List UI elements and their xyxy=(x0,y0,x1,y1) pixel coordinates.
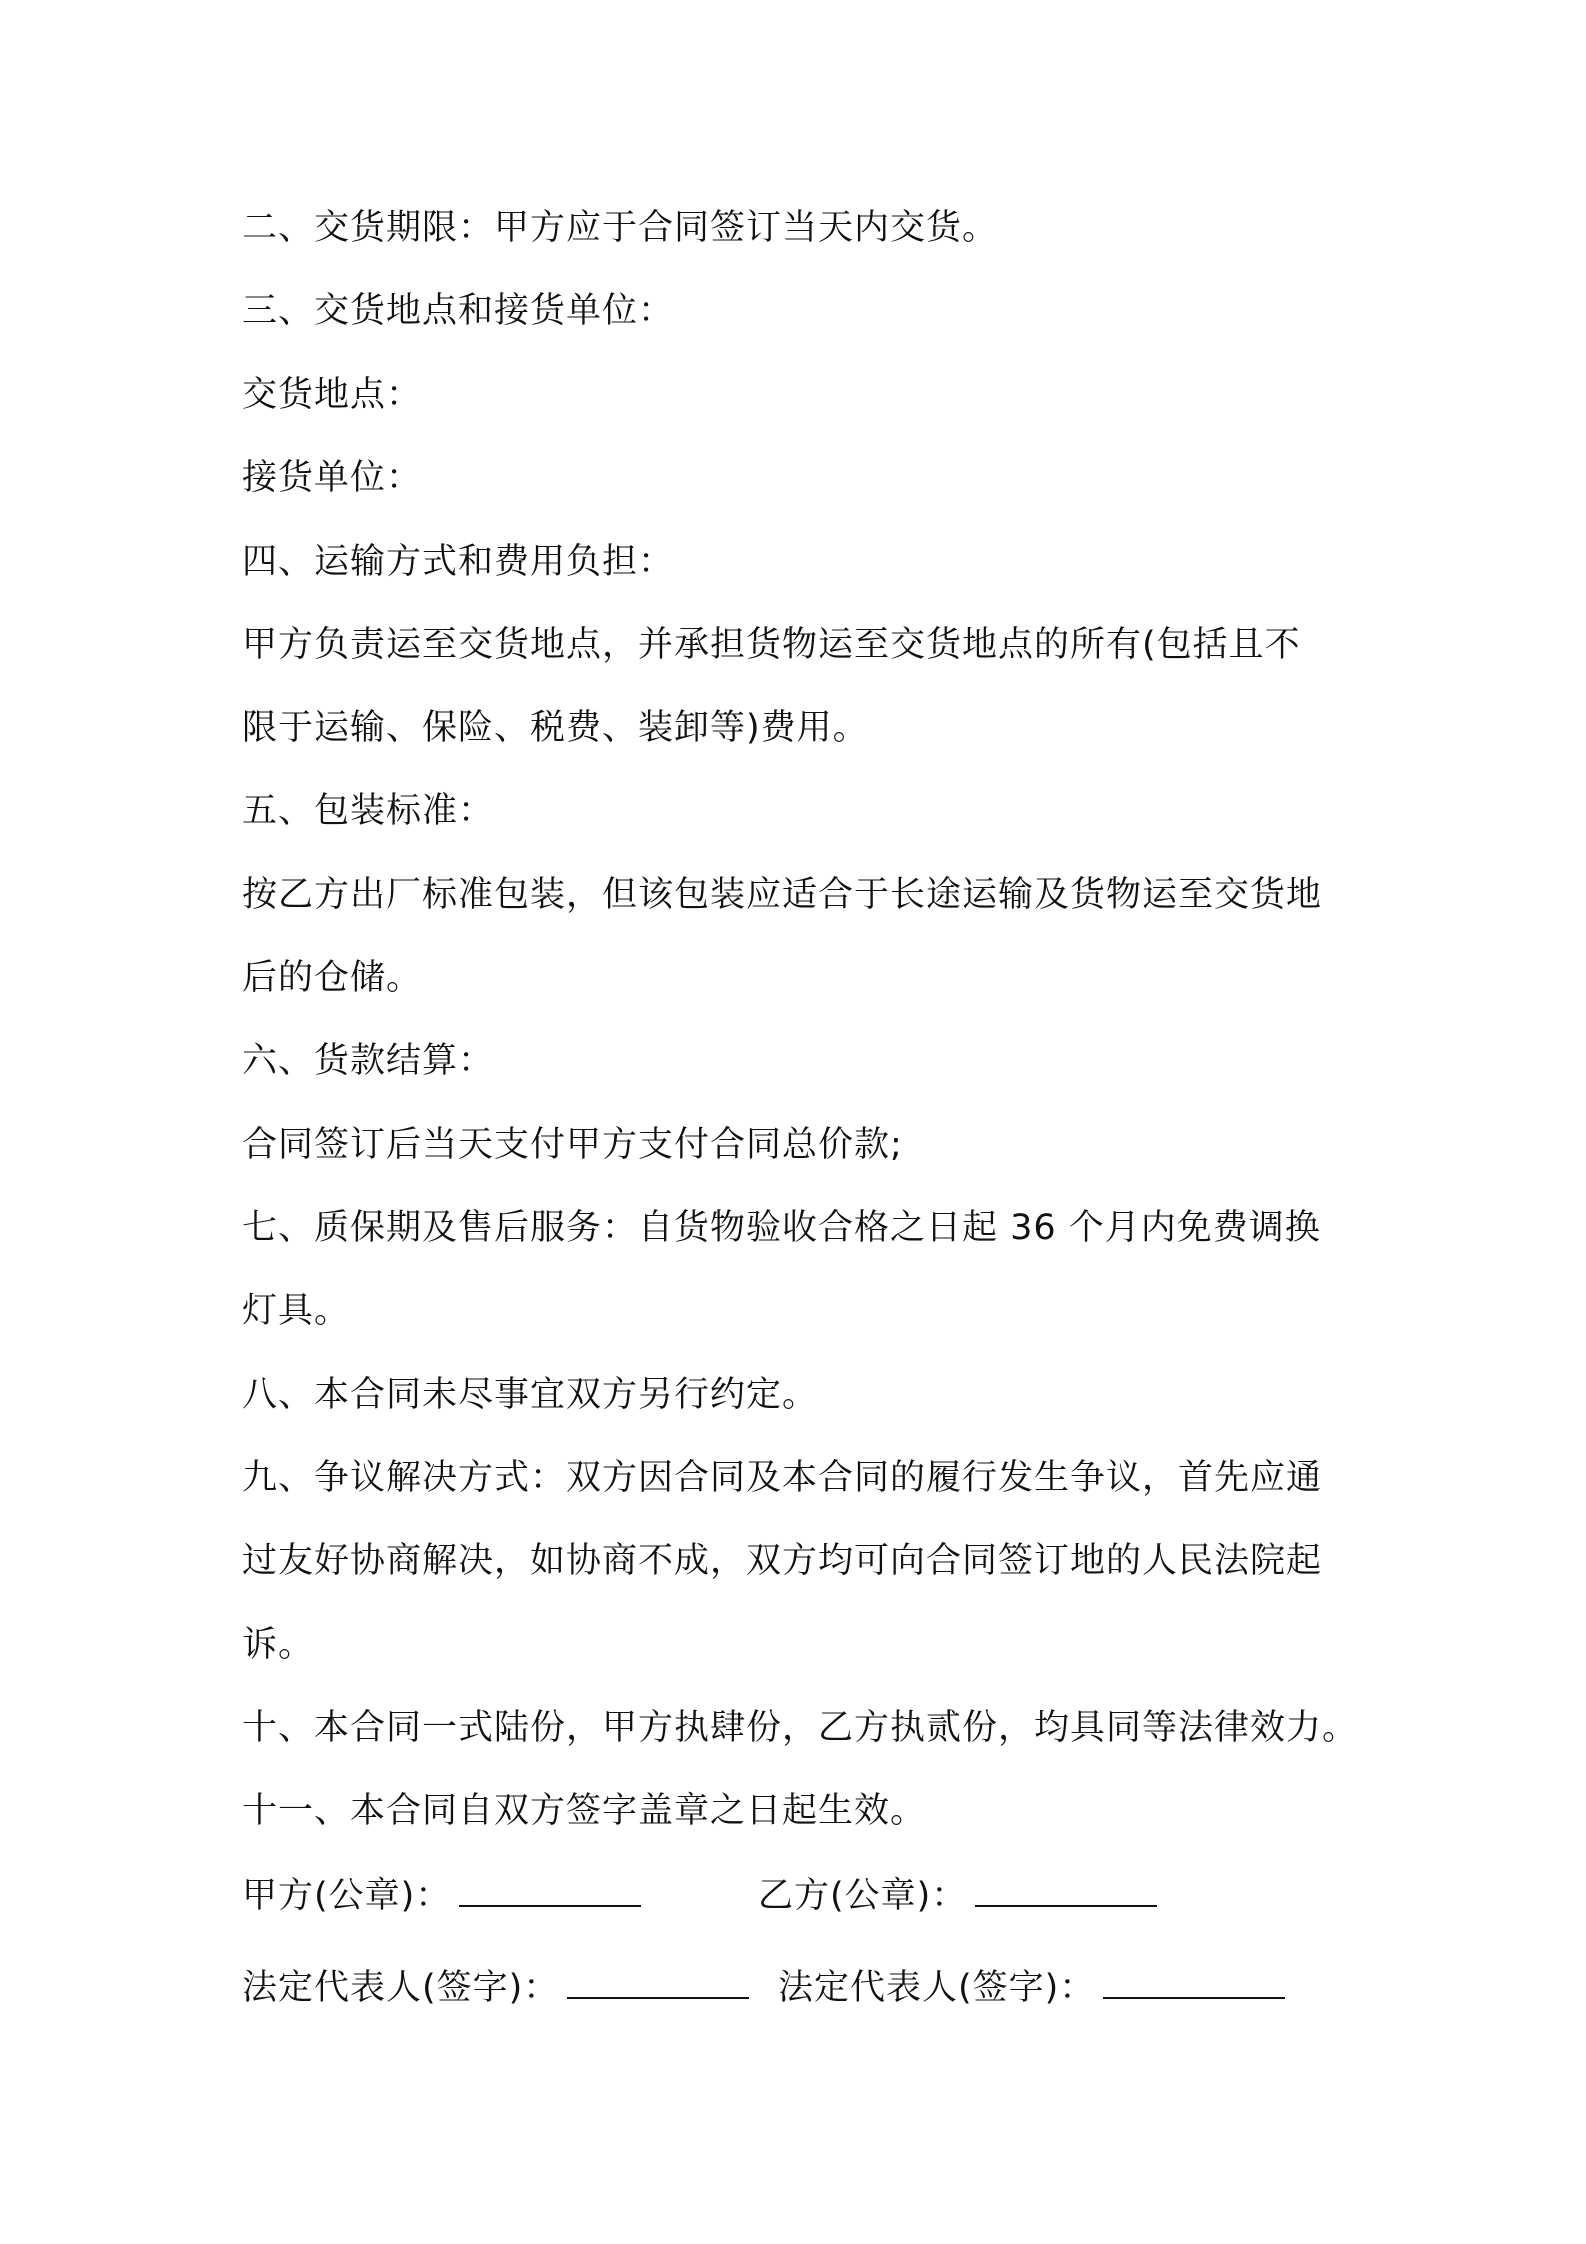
party-a-seal-blank xyxy=(459,1871,641,1907)
party-b-seal-blank xyxy=(975,1871,1157,1907)
delivery-location-label: 交货地点： xyxy=(242,375,423,415)
clause-7-warranty-line-1: 七、质保期及售后服务：自货物验收合格之日起 36 个月内免费调换 xyxy=(242,1208,1321,1248)
clause-5-text-line-2: 后的仓储。 xyxy=(242,958,423,998)
clause-4-transport-heading: 四、运输方式和费用负担： xyxy=(242,542,675,582)
clause-6-text: 合同签订后当天支付甲方支付合同总价款; xyxy=(242,1125,903,1165)
clause-2-delivery-deadline: 二、交货期限：甲方应于合同签订当天内交货。 xyxy=(242,208,999,248)
clause-4-text-line-2: 限于运输、保险、税费、装卸等)费用。 xyxy=(242,708,869,748)
party-b-representative-field xyxy=(778,1963,1285,2011)
party-a-seal-label: 甲方(公章)： xyxy=(242,1876,452,1916)
party-b-seal-label: 乙方(公章)： xyxy=(758,1876,968,1916)
party-b-representative-label: 法定代表人(签字)： xyxy=(778,1968,1096,2008)
party-a-representative-blank xyxy=(567,1963,749,1999)
party-a-representative-field xyxy=(242,1963,749,2011)
clause-5-text-line-1: 按乙方出厂标准包装，但该包装应适合于长途运输及货物运至交货地 xyxy=(242,875,1323,915)
party-b-representative-blank xyxy=(1103,1963,1285,1999)
clause-7-warranty-line-2: 灯具。 xyxy=(242,1291,351,1331)
party-a-seal-field xyxy=(242,1871,641,1919)
clause-4-text-line-1: 甲方负责运至交货地点，并承担货物运至交货地点的所有(包括且不 xyxy=(242,625,1301,665)
clause-9-dispute-line-2: 过友好协商解决，如协商不成，双方均可向合同签订地的人民法院起 xyxy=(242,1541,1323,1581)
clause-6-payment-heading: 六、货款结算： xyxy=(242,1041,495,1081)
clause-9-dispute-line-1: 九、争议解决方式：双方因合同及本合同的履行发生争议，首先应通 xyxy=(242,1458,1323,1498)
clause-5-packaging-heading: 五、包装标准： xyxy=(242,791,495,831)
party-b-seal-field xyxy=(758,1871,1157,1919)
clause-10-copies: 十、本合同一式陆份，甲方执肆份，乙方执贰份，均具同等法律效力。 xyxy=(242,1708,1359,1748)
clause-8-other-matters: 八、本合同未尽事宜双方另行约定。 xyxy=(242,1375,819,1415)
clause-9-dispute-line-3: 诉。 xyxy=(242,1625,315,1665)
party-a-representative-label: 法定代表人(签字)： xyxy=(242,1968,560,2008)
receiving-unit-label: 接货单位： xyxy=(242,458,423,498)
clause-11-effective: 十一、本合同自双方签字盖章之日起生效。 xyxy=(242,1791,927,1831)
clause-3-delivery-location-heading: 三、交货地点和接货单位： xyxy=(242,291,675,331)
